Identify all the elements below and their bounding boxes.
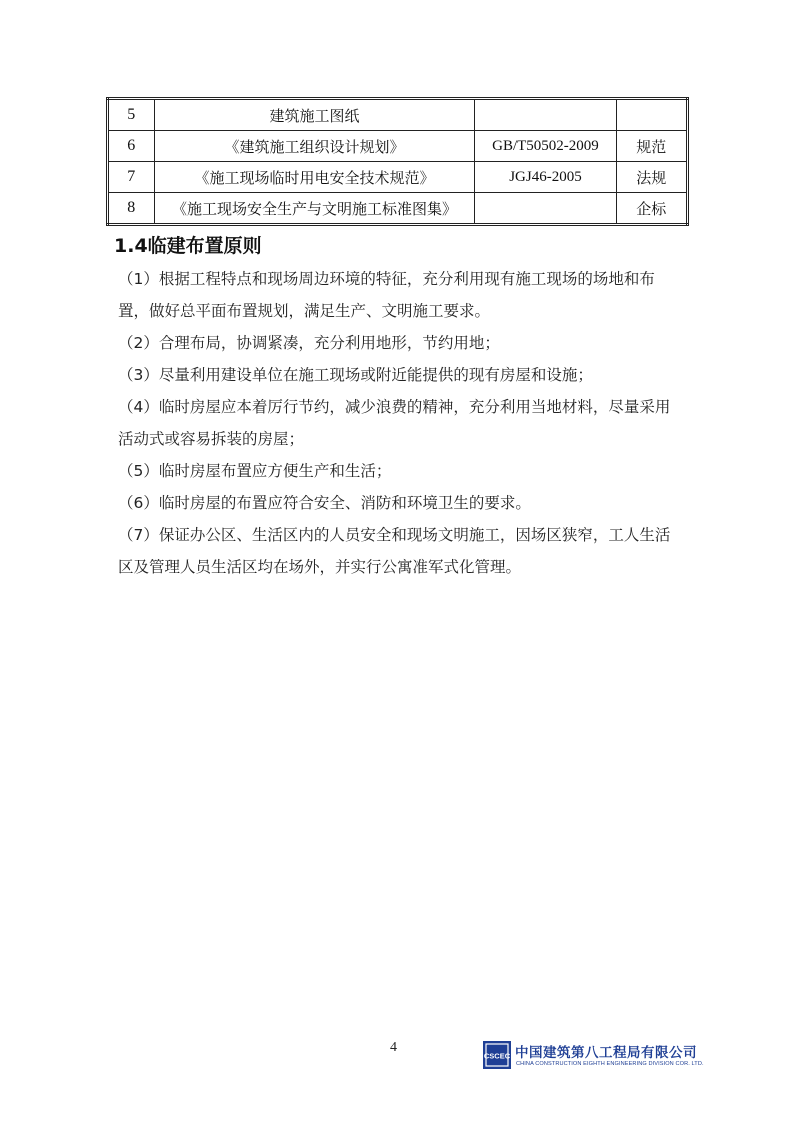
- company-name-cn: 中国建筑第八工程局有限公司: [515, 1045, 697, 1061]
- page-number: 4: [390, 1040, 397, 1055]
- document-type: [616, 99, 687, 131]
- document-type: 企标: [616, 193, 687, 225]
- list-item: （4）临时房屋应本着厉行节约，减少浪费的精神，充分利用当地材料，尽量采用活动式或容易拆装的房屋；: [118, 398, 671, 448]
- row-number: 5: [108, 99, 155, 131]
- row-number: 8: [108, 193, 155, 225]
- row-number: 7: [108, 162, 155, 193]
- list-item: （3）尽量利用建设单位在施工现场或附近能提供的现有房屋和设施；: [118, 366, 593, 384]
- list-item: （6）临时房屋的布置应符合安全、消防和环境卫生的要求。: [118, 494, 531, 512]
- list-item: （1）根据工程特点和现场周边环境的特征，充分利用现有施工现场的场地和布置，做好总平面布置规划，满足生产、文明施工要求。: [118, 270, 655, 320]
- cscec-logo-icon: [483, 1041, 511, 1069]
- document-name: 建筑施工图纸: [154, 99, 475, 131]
- standards-table: [106, 97, 689, 226]
- document-name: 《施工现场安全生产与文明施工标准图集》: [154, 193, 475, 225]
- table-row: [108, 193, 688, 225]
- table-row: [108, 131, 688, 162]
- document-type: 规范: [616, 131, 687, 162]
- list-item: （5）临时房屋布置应方便生产和生活；: [118, 462, 392, 480]
- standard-code: [475, 193, 616, 225]
- company-logo: [483, 1038, 703, 1074]
- list-item: （7）保证办公区、生活区内的人员安全和现场文明施工，因场区狭窄，工人生活区及管理人员生活区均在场外，并实行公寓准军式化管理。: [118, 526, 671, 576]
- table-row: [108, 162, 688, 193]
- document-type: 法规: [616, 162, 687, 193]
- company-name-en: CHINA CONSTRUCTION EIGHTH ENGINEERING DIVISION COR. LTD.: [516, 1061, 704, 1067]
- section-heading: 1.4临建布置原则: [114, 235, 262, 257]
- section-body: [118, 263, 683, 583]
- standard-code: JGJ46-2005: [475, 162, 616, 193]
- document-name: 《施工现场临时用电安全技术规范》: [154, 162, 475, 193]
- standard-code: [475, 99, 616, 131]
- logo-text: CSCEC: [483, 1051, 511, 1061]
- list-item: （2）合理布局，协调紧凑，充分利用地形，节约用地；: [118, 334, 500, 352]
- row-number: 6: [108, 131, 155, 162]
- document-name: 《建筑施工组织设计规划》: [154, 131, 475, 162]
- standard-code: GB/T50502-2009: [475, 131, 616, 162]
- table-row: [108, 99, 688, 131]
